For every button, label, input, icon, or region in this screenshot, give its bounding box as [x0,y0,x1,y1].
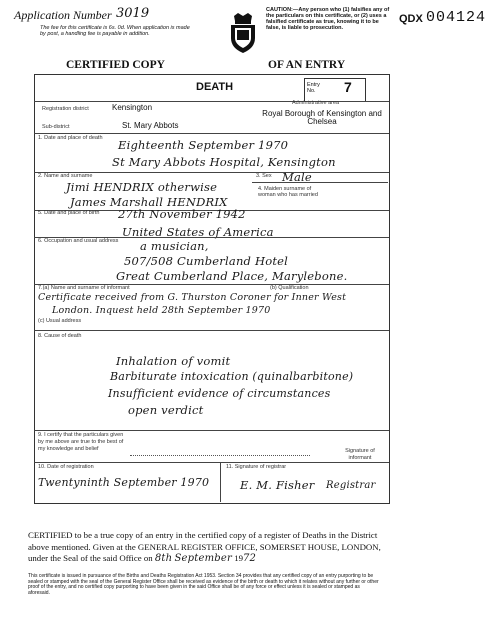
sex: Male [282,170,312,184]
application-number-label: Application Number [14,8,112,22]
name-line1: Jimi HENDRIX otherwise [66,180,218,194]
cause-line2: Barbiturate intoxication (quinalbarbitone) [110,370,354,383]
informant-line1: Certificate received from G. Thurston Coroner for Inner West [38,292,347,303]
of-an-entry-heading: OF AN ENTRY [268,59,346,71]
entry-no: 7 [344,79,352,95]
field6-label: 6. Occupation and usual address [38,238,119,244]
field11-label: 11. Signature of registrar [226,464,287,470]
occupation: a musician, [140,239,209,253]
date-of-birth: 27th November 1942 [118,207,246,221]
royal-crest-icon [226,12,260,54]
registration-district-label: Registration district [42,106,89,112]
registration-district: Kensington [112,103,153,112]
date-of-registration: Twentyninth September 1970 [38,476,210,489]
informant-line2: London. Inquest held 28th September 1970 [52,305,271,316]
caution-note: CAUTION:—Any person who (1) falsifies any of the particulars on this certificate, or (2) uses a falsified certificate as true, knowing it to be false, is liable to prosecution. [266,7,390,31]
fee-note: The fee for this certificate is 6s. 0d. When application is made by post, a handling fee is payable in addition. [40,25,190,37]
place-of-birth: United States of America [122,225,274,239]
signature-informant-label: Signature of informant [345,448,375,461]
field5-label: 5. Date and place of birth [38,210,100,216]
application-number-value: 3019 [116,6,150,21]
place-of-death: St Mary Abbots Hospital, Kensington [112,155,336,169]
field7c-label: (c) Usual address [38,318,82,324]
serial-prefix: QDX [399,13,423,25]
field8-label: 8. Cause of death [38,333,82,339]
field3-label: 3. Sex [256,173,272,179]
entry-no-label: Entry No. [307,82,320,94]
field1-label: 1. Date and place of death [38,135,103,141]
sub-district: St. Mary Abbots [122,121,179,130]
field2-label: 2. Name and surname [38,173,93,179]
address-line2: Great Cumberland Place, Marylebone. [116,269,348,283]
cause-line4: open verdict [128,403,204,417]
date-of-death: Eighteenth September 1970 [118,138,289,152]
field7b-label: (b) Qualification [270,285,309,291]
cause-line1: Inhalation of vomit [116,354,231,368]
cause-line3: Insufficient evidence of circumstances [108,387,331,400]
address-line1: 507/508 Cumberland Hotel [124,254,289,268]
admin-area: Royal Borough of Kensington and Chelsea [262,109,382,126]
field7a-label: 7.(a) Name and surname of informant [38,285,130,291]
fine-print: This certificate is issued in pursuance of the Births and Deaths Registration Act 1953. Section 34 provides that any certified copy of an entry purporting to be sealed or stamped with the seal of the General Register Office shall be received as evidence of the birth or death to which it relates without any further or other proof of the entry, and no certified copy purporting to have been given in the said Office shall be of any force or effect unless it is sealed or stamped as aforesaid. [28,573,379,596]
registrar-title: Registrar [326,480,376,491]
certified-copy-heading: CERTIFIED COPY [66,59,165,71]
certified-statement: CERTIFIED to be a true copy of an entry in the certified copy of a register of Deaths in the District above mentioned. Given at the GENERAL REGISTER OFFICE, SOMERSET HOUSE, LONDON, under the Seal of the said Office on 8th September 1972 [28,530,381,564]
serial-number: 004124 [426,9,487,26]
field4-label: 4. Maiden surname of woman who has married [258,186,318,198]
admin-area-label: Administrative area [292,100,340,106]
field10-label: 10. Date of registration [38,464,94,470]
field9-label: 9. I certify that the particulars given by me above are true to the best of my knowledge and belief [38,432,124,452]
registrar-signature: E. M. Fisher [240,478,315,492]
death-title: DEATH [196,81,234,93]
sub-district-label: Sub-district [42,124,70,130]
name-line2: James Marshall HENDRIX [70,195,228,209]
